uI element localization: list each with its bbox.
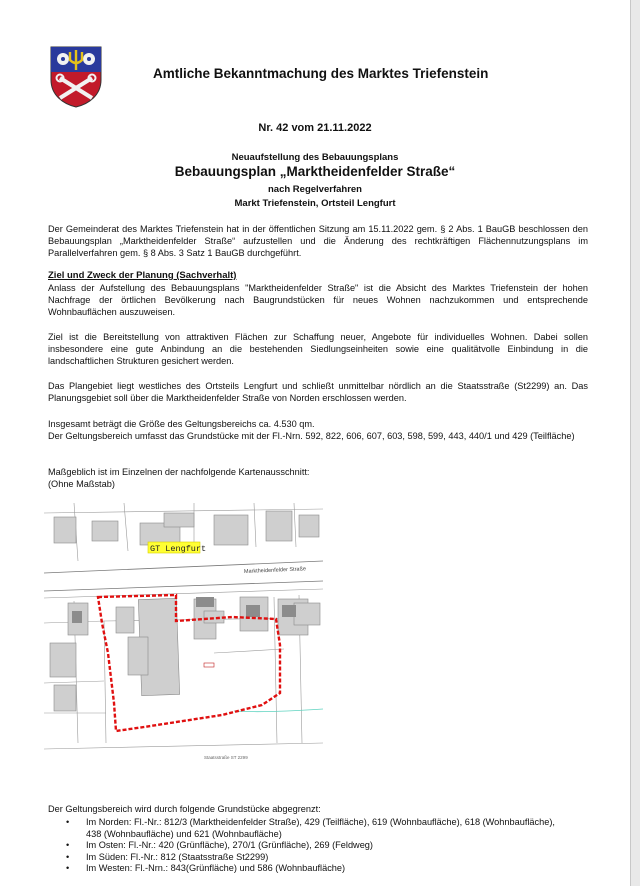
map-place-label: GT Lengfurt bbox=[150, 544, 207, 554]
section-title: Ziel und Zweck der Planung (Sachverhalt) bbox=[48, 270, 237, 281]
map-street-south: Staatsstraße ST 2299 bbox=[204, 755, 248, 760]
subject-line-1: Neuaufstellung des Bebauungsplans bbox=[231, 152, 399, 163]
map-intro-text: Maßgeblich ist im Einzelnen der nachfolgende Kartenausschnitt: bbox=[48, 467, 310, 477]
list-item: • Im Osten: Fl.-Nr.: 420 (Grünfläche), 270/1 (Grünfläche), 269 (Feldweg) bbox=[60, 840, 560, 852]
subject-line-3: Markt Triefenstein, Ortsteil Lengfurt bbox=[234, 198, 396, 209]
section-paragraph-2: Ziel ist die Bereitstellung von attraktiven Flächen zur Schaffung neuer, Angebote für individuelles Wohnen. Dabei sollen insbesondere eine gute Anbindung an die bestehenden Siedlungseinheiten sowie eine qualitätvolle Einbindung in die landschaftlichen Strukturen gesichert werden. bbox=[48, 332, 588, 366]
map-excerpt bbox=[44, 503, 323, 767]
section-paragraph-1: Anlass der Aufstellung des Bebauungsplans "Marktheidenfelder Straße" ist die Absicht des Marktes Triefenstein der hohen Nachfrage der örtlichen Bevölkerung nach Baugrundstücken für neues Wohnen nachzukommen und entsprechende Wohnbauflächen auszuweisen. bbox=[48, 283, 588, 317]
section-paragraph-4a: Insgesamt beträgt die Größe des Geltungsbereichs ca. 4.530 qm. bbox=[48, 419, 315, 429]
list-item: • Im Norden: Fl.-Nr.: 812/3 (Marktheidenfelder Straße), 429 (Teilfläche), 619 (Wohnbaufläche), 618 (Wohnbaufläche), 438 (Wohnbaufläche) und 621 (Wohnbaufläche) bbox=[60, 817, 560, 840]
subject-line-2: nach Regelverfahren bbox=[268, 184, 362, 195]
plan-title: Bebauungsplan „Marktheidenfelder Straße“ bbox=[174, 164, 456, 179]
boundaries-list bbox=[60, 817, 560, 875]
list-item: • Im Westen: Fl.-Nrn.: 843(Grünfläche) und 586 (Wohnbaufläche) bbox=[60, 863, 560, 875]
intro-paragraph: Der Gemeinderat des Marktes Triefenstein hat in der öffentlichen Sitzung am 15.11.2022 gem. § 2 Abs. 1 BauGB beschlossen den Bebauungsplan „Marktheidenfelder Straße“ aufzustellen und die Änderung des rechtkräftigen Flächennutzungsplans im Parallelverfahren gem. § 8 Abs. 3 Satz 1 BauGB durchgeführt. bbox=[48, 224, 588, 258]
announcement-number: Nr. 42 vom 21.11.2022 bbox=[258, 122, 372, 134]
list-item: • Im Süden: Fl.-Nr.: 812 (Staatsstraße St2299) bbox=[60, 852, 560, 864]
section-paragraph-4b: Der Geltungsbereich umfasst das Grundstücke mit der Fl.-Nrn. 592, 822, 606, 607, 603, 598, 599, 443, 440/1 und 429 (Teilfläche) bbox=[48, 431, 575, 441]
announcement-heading: Amtliche Bekanntmachung des Marktes Triefenstein bbox=[153, 66, 489, 81]
map-scale-note: (Ohne Maßstab) bbox=[48, 479, 115, 489]
coat-of-arms-icon bbox=[50, 46, 102, 108]
section-paragraph-3: Das Plangebiet liegt westliches des Ortsteils Lengfurt und schließt unmittelbar nördlich an die Staatsstraße (St2299) an. Das Planungsgebiet soll über die Marktheidenfelder Straße von Norden erschlossen werden. bbox=[48, 381, 588, 403]
map-street-north: Marktheidenfelder Straße bbox=[243, 566, 307, 575]
page-shadow bbox=[631, 0, 640, 886]
boundaries-intro: Der Geltungsbereich wird durch folgende Grundstücke abgegrenzt: bbox=[48, 804, 321, 814]
